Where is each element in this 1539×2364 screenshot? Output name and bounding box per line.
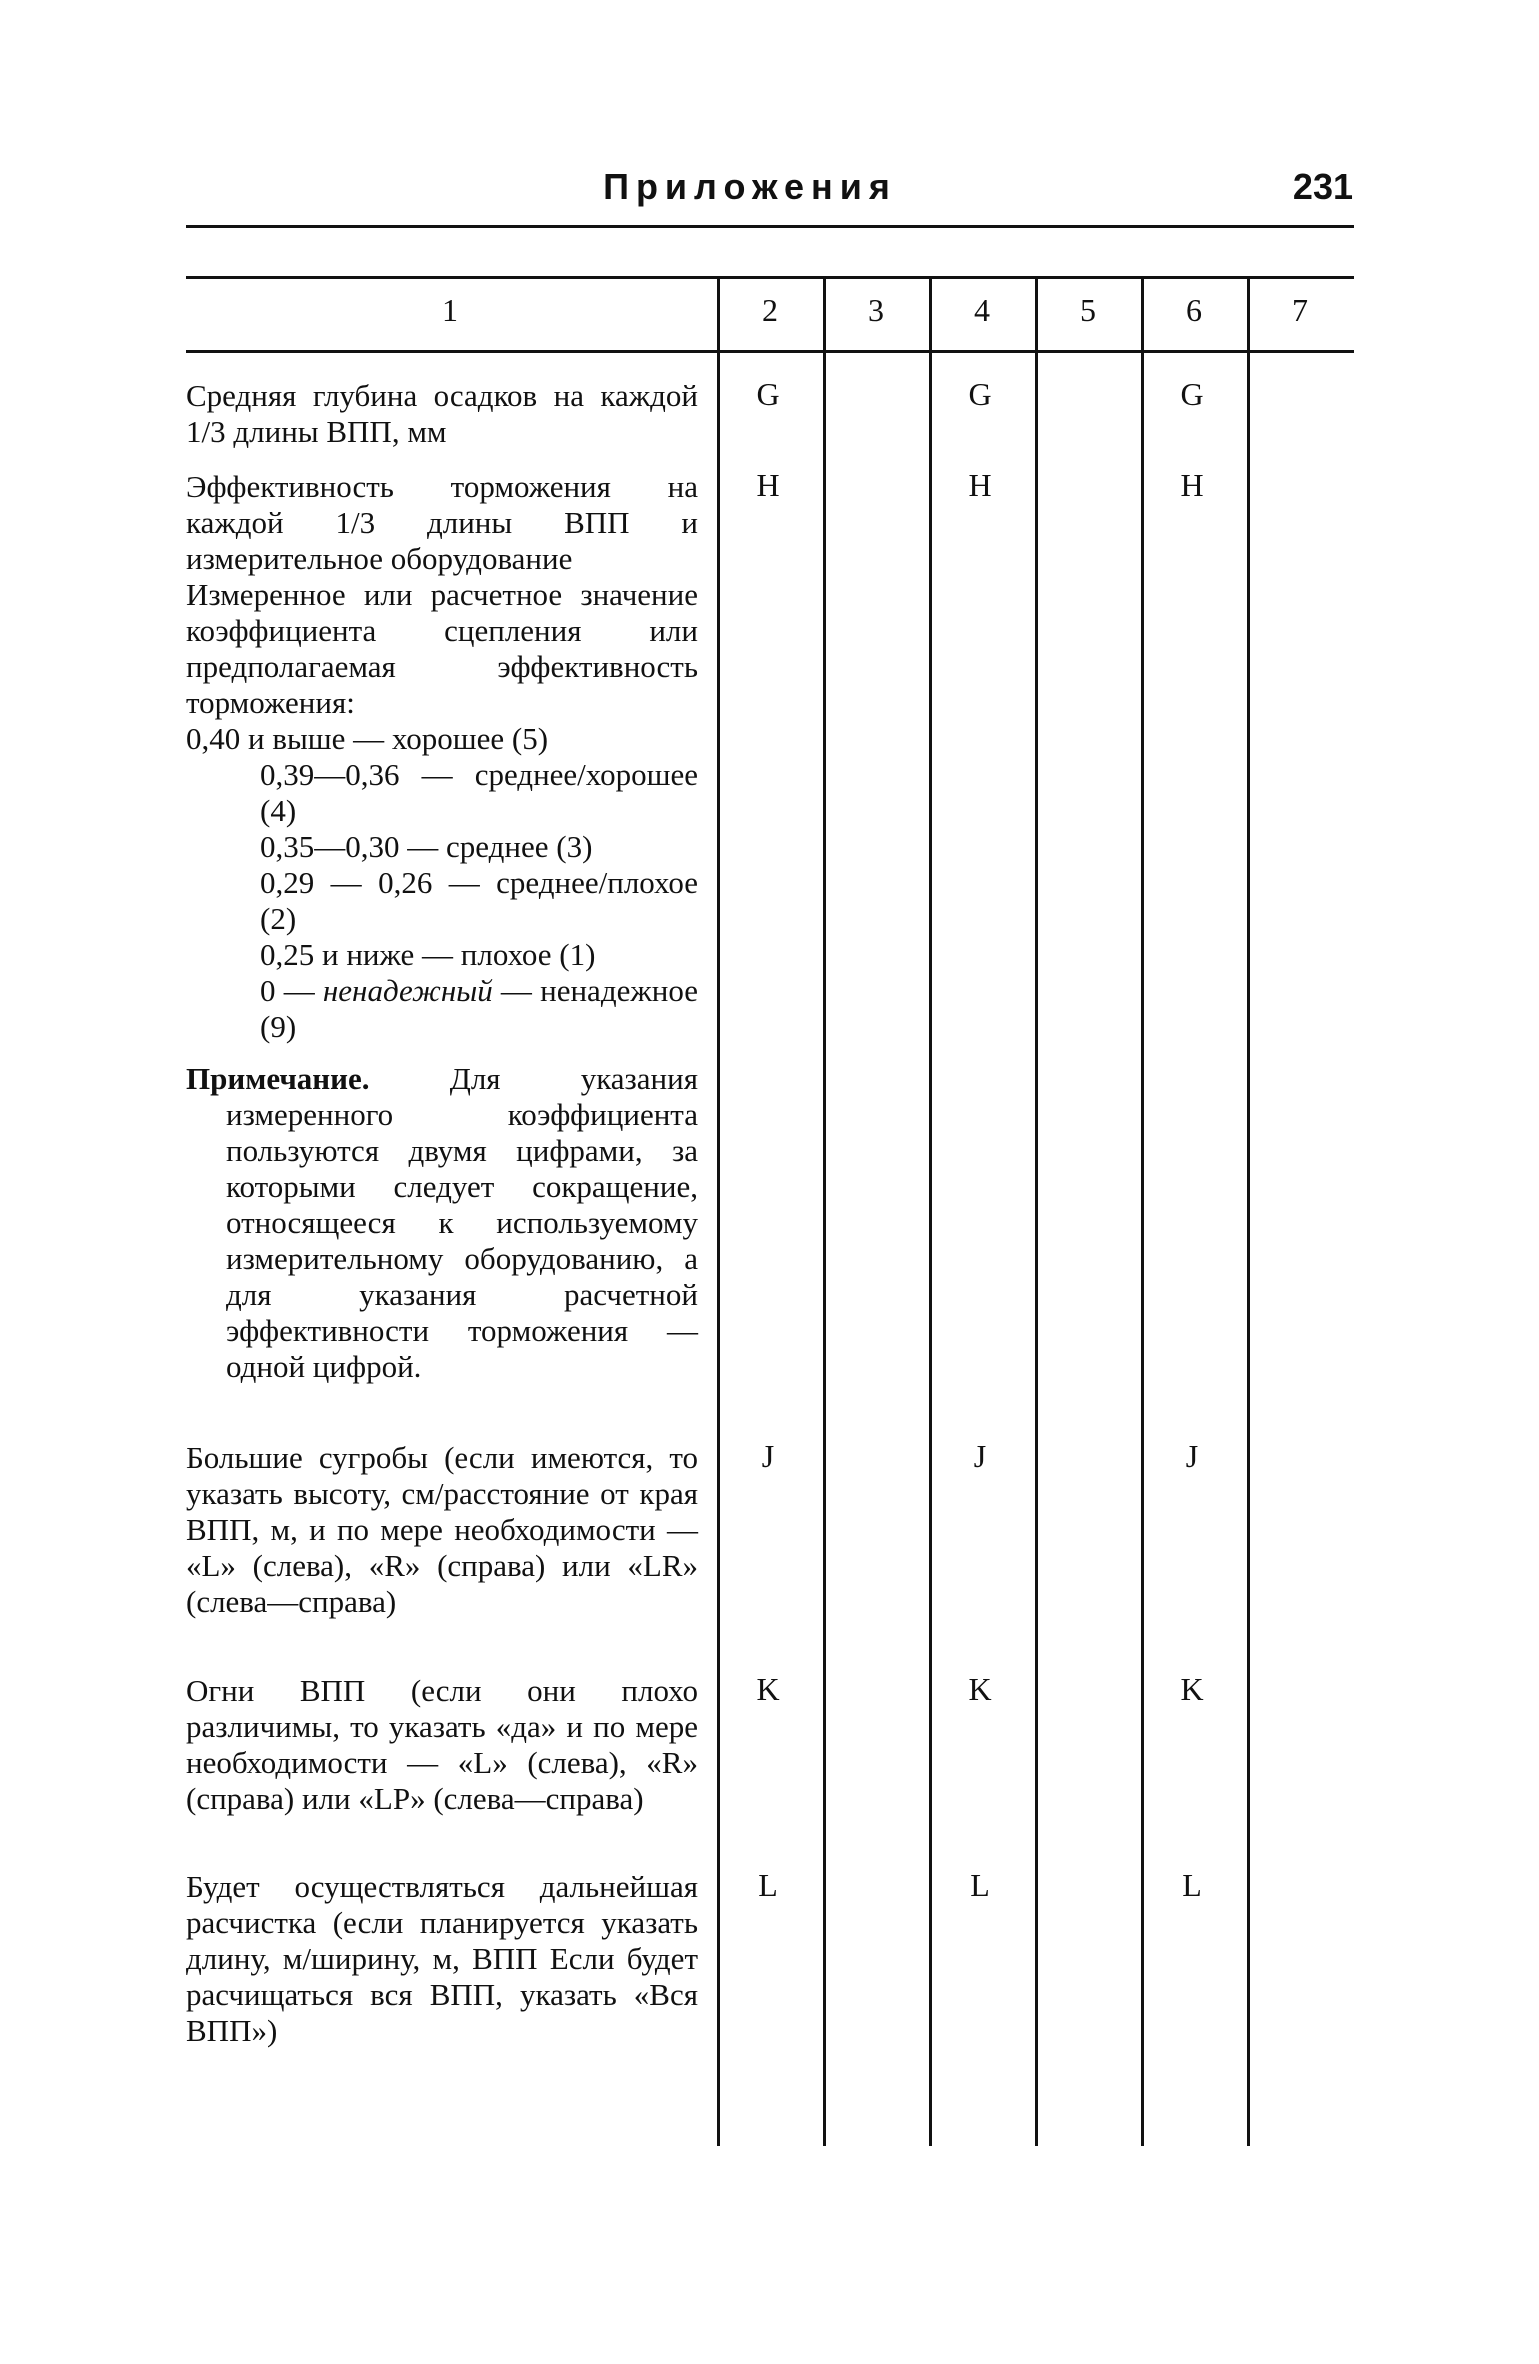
column-divider [1247, 276, 1250, 2146]
column-header-1: 1 [442, 292, 458, 328]
table-row [186, 1673, 698, 1817]
cell-code: K [1180, 1671, 1204, 1707]
cell-code: K [968, 1671, 992, 1707]
table-row [186, 378, 698, 450]
scale-prefix: 0 — [260, 973, 323, 1008]
scale-item: 0,40 и выше — хорошее (5) [186, 721, 549, 756]
cell-code: G [968, 376, 992, 412]
note-label: Примечание. [186, 1061, 370, 1096]
table-row [186, 1440, 698, 1620]
column-header-4: 4 [974, 292, 990, 328]
column-divider [1035, 276, 1038, 2146]
note-paragraph [186, 1061, 698, 1385]
column-header-6: 6 [1186, 292, 1202, 328]
row-description: Будет осуществляться дальнейшая расчистка (если планируется указать длину, м/ширину, м, ВПП Если будет расчищаться вся ВПП, указать «Вся ВПП») [186, 1869, 698, 2048]
note-text: Для указания измеренного коэффициента пользуются двумя цифрами, за которыми следует сокращение, относящееся к используемому измерительному оборудованию, а для указания расчетной эффективности торможения — одной цифрой. [226, 1061, 698, 1384]
column-divider [1141, 276, 1144, 2146]
row-description: Огни ВПП (если они плохо различимы, то указать «да» и по мере необходимости — «L» (слева), «R» (справа) или «LP» (слева—справа) [186, 1673, 698, 1816]
table-row [186, 469, 698, 1385]
cell-code: G [756, 376, 780, 412]
column-divider [823, 276, 826, 2146]
running-header-title: Приложения [603, 166, 897, 207]
cell-code: H [968, 467, 992, 503]
column-divider [929, 276, 932, 2146]
cell-code: H [1180, 467, 1204, 503]
header-rule [186, 225, 1354, 228]
cell-code: K [756, 1671, 780, 1707]
scale-italic-word: ненадежный [322, 973, 493, 1008]
scale-item [186, 973, 698, 1045]
row-description: Большие сугробы (если имеются, то указать высоту, см/расстояние от края ВПП, м, и по мере необходимости — «L» (слева), «R» (справа) или «LR» (слева—справа) [186, 1440, 698, 1619]
row-description: Средняя глубина осадков на каждой 1/3 длины ВПП, мм [186, 378, 698, 449]
page-number: 231 [1292, 166, 1353, 207]
row-description: Измеренное или расчетное значение коэффициента сцепления или предполагаемая эффективность торможения: [186, 577, 698, 720]
column-header-2: 2 [762, 292, 778, 328]
scale-item: 0,39—0,36 — среднее/хорошее (4) [260, 757, 698, 828]
cell-code: H [756, 467, 780, 503]
row-description: Эффективность торможения на каждой 1/3 длины ВПП и измерительное оборудование [186, 469, 698, 576]
table-top-rule [186, 276, 1354, 279]
scale-item: 0,25 и ниже — плохое (1) [260, 937, 596, 972]
cell-code: J [761, 1438, 775, 1474]
scale-suffix: — ненадежное (9) [260, 973, 698, 1044]
cell-code: J [973, 1438, 987, 1474]
table-row [186, 1869, 698, 2049]
cell-code: G [1180, 376, 1204, 412]
cell-code: J [1185, 1438, 1199, 1474]
scale-item: 0,35—0,30 — среднее (3) [260, 829, 593, 864]
cell-code: L [1182, 1867, 1202, 1903]
scale-item: 0,29 — 0,26 — среднее/плохое (2) [260, 865, 698, 936]
column-header-7: 7 [1292, 292, 1308, 328]
column-header-5: 5 [1080, 292, 1096, 328]
cell-code: L [758, 1867, 778, 1903]
column-header-3: 3 [868, 292, 884, 328]
column-divider [717, 276, 720, 2146]
table-header-rule [186, 350, 1354, 353]
cell-code: L [970, 1867, 990, 1903]
